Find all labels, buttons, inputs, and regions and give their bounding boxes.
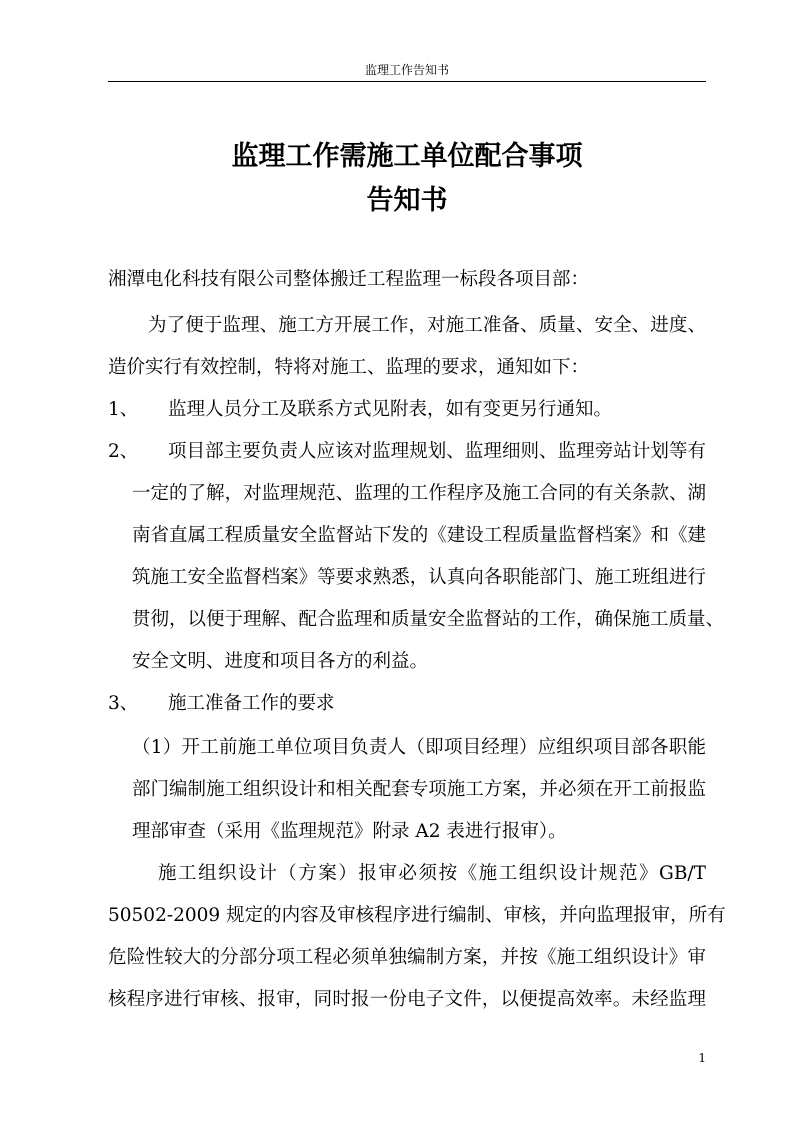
document-title: 监理工作需施工单位配合事项 [231, 141, 583, 172]
item-2-line-4: 筑施工安全监督档案》等要求熟悉，认真向各职能部门、施工班组进行 [132, 567, 706, 588]
para-line-4: 核程序进行审核、报审，同时报一份电子文件，以便提高效率。未经监理 [108, 989, 706, 1010]
document-title-line2: 告知书 [366, 185, 448, 216]
addressee: 湘潭电化科技有限公司整体搬迁工程监理一标段各项目部： [108, 269, 590, 290]
item-1-text: 监理人员分工及联系方式见附表，如有变更另行通知。 [168, 399, 613, 420]
header-rule [108, 81, 706, 82]
para-line-3: 危险性较大的分部分项工程必须单独编制方案，并按《施工组织设计》审 [108, 947, 706, 968]
para-line-2: 50502-2009 规定的内容及审核程序进行编制、审核，并向监理报审，所有 [108, 905, 726, 926]
intro-line-1: 为了便于监理、施工方开展工作，对施工准备、质量、安全、进度、 [148, 315, 706, 336]
item-2-line-6: 安全文明、进度和项目各方的利益。 [132, 651, 429, 672]
item-2-line-5: 贯彻，以便于理解、配合监理和质量安全监督站的工作，确保施工质量、 [132, 609, 725, 630]
item-3-text: 施工准备工作的要求 [168, 693, 335, 714]
intro-line-2: 造价实行有效控制，特将对施工、监理的要求，通知如下： [108, 357, 590, 378]
sub1-line-1: （1）开工前施工单位项目负责人（即项目经理）应组织项目部各职能 [132, 737, 706, 758]
para-line-1: 施工组织设计（方案）报审必须按《施工组织设计规范》GB/T [158, 863, 706, 884]
page-header: 监理工作告知书 [364, 63, 449, 77]
page-number: 1 [698, 1051, 706, 1065]
sub1-line-3: 理部审查（采用《监理规范》附录 A2 表进行报审）。 [132, 821, 567, 842]
item-2-line-3: 南省直属工程质量安全监督站下发的《建设工程质量监督档案》和《建 [132, 525, 706, 546]
item-2-line-2: 一定的了解，对监理规范、监理的工作程序及施工合同的有关条款、湖 [132, 483, 706, 504]
sub1-line-2: 部门编制施工组织设计和相关配套专项施工方案，并必须在开工前报监 [132, 779, 706, 800]
item-2-line-1: 项目部主要负责人应该对监理规划、监理细则、监理旁站计划等有 [168, 441, 706, 462]
item-1-number: 1、 [108, 399, 139, 420]
item-3-number: 3、 [108, 693, 139, 714]
item-2-number: 2、 [108, 441, 139, 462]
